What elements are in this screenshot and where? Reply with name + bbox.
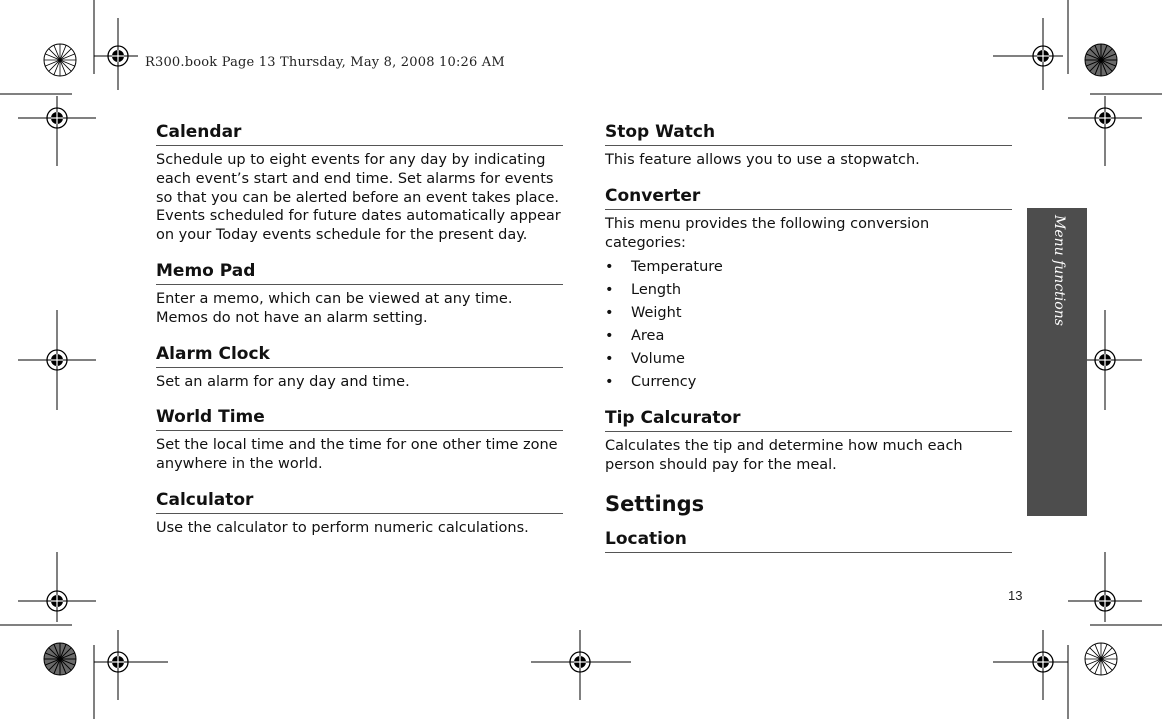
section-body: This feature allows you to use a stopwatch.	[605, 152, 920, 168]
section-title: Tip Calcurator	[605, 408, 1012, 432]
bullet-icon: •	[605, 305, 614, 322]
memo-pad-section	[156, 261, 563, 328]
section-title: Location	[605, 529, 1012, 553]
bullet-icon: •	[605, 282, 614, 299]
list-item	[605, 371, 1012, 394]
stop-watch-section	[605, 122, 1012, 170]
page-number: 13	[1008, 588, 1023, 603]
list-item	[605, 348, 1012, 371]
section-body: Set the local time and the time for one other time zone anywhere in the world.	[156, 437, 558, 473]
book-page-header: R300.book Page 13 Thursday, May 8, 2008 10:26 AM	[145, 55, 505, 70]
list-item-label: Weight	[631, 305, 682, 322]
list-item	[605, 325, 1012, 348]
section-title: Memo Pad	[156, 261, 563, 285]
location-section	[605, 529, 1012, 553]
list-item-label: Temperature	[631, 259, 723, 276]
calendar-section	[156, 122, 563, 245]
converter-section	[605, 186, 1012, 395]
list-item	[605, 279, 1012, 302]
section-title: Calendar	[156, 122, 563, 146]
list-item-label: Currency	[631, 374, 697, 391]
list-item	[605, 302, 1012, 325]
side-chapter-tab-label-wrap	[1047, 215, 1067, 326]
section-title: Converter	[605, 186, 1012, 210]
section-body: Schedule up to eight events for any day by indicating each event’s start and end time. Set alarms for events so that you can be alerted before an event takes place. Events scheduled for future dates automatically appear on your Today events schedule for the present day.	[156, 152, 561, 244]
side-chapter-tab-label: Menu functions	[1051, 215, 1067, 326]
section-body: Calculates the tip and determine how much each person should pay for the meal.	[605, 438, 963, 474]
section-body: Use the calculator to perform numeric calculations.	[156, 519, 529, 536]
world-time-section	[156, 407, 563, 474]
left-column	[156, 122, 563, 554]
bullet-icon: •	[605, 328, 614, 345]
bullet-icon: •	[605, 351, 614, 368]
section-body: This menu provides the following conversion categories:	[605, 215, 930, 251]
section-title: Calculator	[156, 490, 563, 514]
section-title: Stop Watch	[605, 122, 1012, 146]
settings-heading: Settings	[605, 491, 705, 516]
list-item-label: Volume	[631, 351, 685, 368]
alarm-clock-section	[156, 344, 563, 392]
section-body: Enter a memo, which can be viewed at any time. Memos do not have an alarm setting.	[156, 290, 513, 326]
list-item-label: Length	[631, 282, 682, 299]
bullet-icon: •	[605, 374, 614, 391]
section-title: World Time	[156, 407, 563, 431]
conversion-category-list	[605, 256, 1012, 394]
tip-calculator-section	[605, 408, 1012, 475]
list-item-label: Area	[631, 328, 665, 345]
calculator-section	[156, 490, 563, 538]
bullet-icon: •	[605, 259, 614, 276]
section-title: Alarm Clock	[156, 344, 563, 368]
section-body: Set an alarm for any day and time.	[156, 373, 410, 390]
right-column	[605, 122, 1012, 553]
list-item	[605, 256, 1012, 279]
